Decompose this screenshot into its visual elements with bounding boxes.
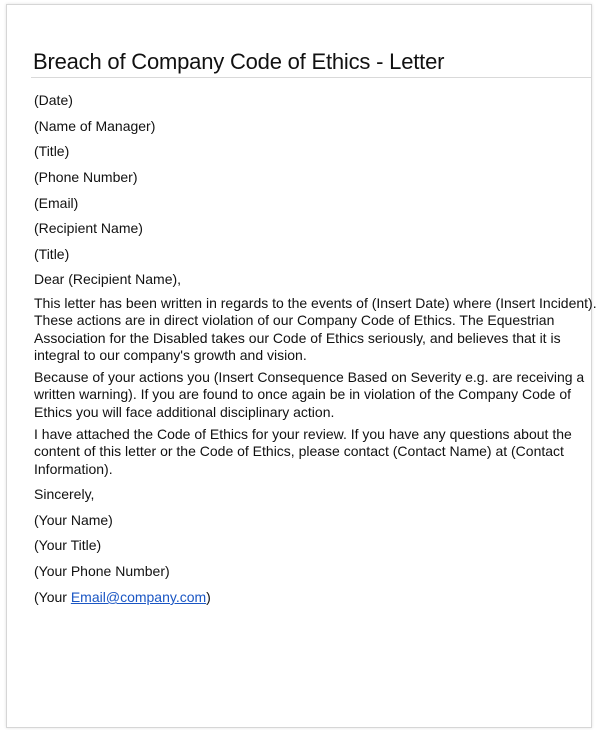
- closing: Sincerely,: [34, 486, 95, 502]
- signature-title: (Your Title): [34, 537, 102, 553]
- phone-number-line: (Phone Number): [34, 169, 138, 185]
- paragraph-line: Information).: [34, 460, 113, 477]
- salutation: Dear (Recipient Name),: [34, 271, 182, 287]
- paragraph-review: [34, 426, 582, 478]
- manager-title-line: (Title): [34, 143, 70, 159]
- email-suffix: ): [206, 589, 211, 605]
- paragraph-line: Because of your actions you (Insert Consequence Based on Severity e.g. are receiving a: [34, 369, 585, 385]
- paragraph-line: I have attached the Code of Ethics for your review. If you have any questions about the: [34, 426, 572, 442]
- signature-name: (Your Name): [34, 512, 113, 528]
- paragraph-line: This letter has been written in regards to the events of (Insert Date) where (Insert Incident).: [34, 295, 597, 311]
- document-title: Breach of Company Code of Ethics - Letter: [33, 49, 445, 74]
- signature-email-line: [34, 589, 211, 605]
- recipient-name-line: (Recipient Name): [34, 220, 143, 236]
- paragraph-line: Ethics you will face additional disciplinary action.: [34, 403, 335, 420]
- email-prefix: (Your: [34, 589, 71, 605]
- recipient-title-line: (Title): [34, 246, 70, 262]
- paragraph-line: content of this letter or the Code of Ethics, please contact (Contact Name) at (Contact: [34, 443, 564, 460]
- paragraph-incident: [34, 295, 597, 365]
- paragraph-line: Association for the Disabled takes our Code of Ethics seriously, and believes that it is: [34, 329, 561, 346]
- date-line: (Date): [34, 92, 73, 108]
- document-page: [6, 4, 597, 728]
- title-divider: [31, 77, 591, 78]
- manager-name-line: (Name of Manager): [34, 118, 156, 134]
- email-line: (Email): [34, 195, 79, 211]
- email-link[interactable]: Email@company.com: [70, 589, 207, 605]
- paragraph-consequence: [34, 369, 585, 421]
- paragraph-line: written warning). If you are found to once again be in violation of the Company Code of: [34, 386, 571, 403]
- paragraph-line: integral to our company's growth and vision.: [34, 347, 307, 364]
- paragraph-line: These actions are in direct violation of our Company Code of Ethics. The Equestrian: [34, 312, 555, 329]
- signature-phone: (Your Phone Number): [34, 563, 170, 579]
